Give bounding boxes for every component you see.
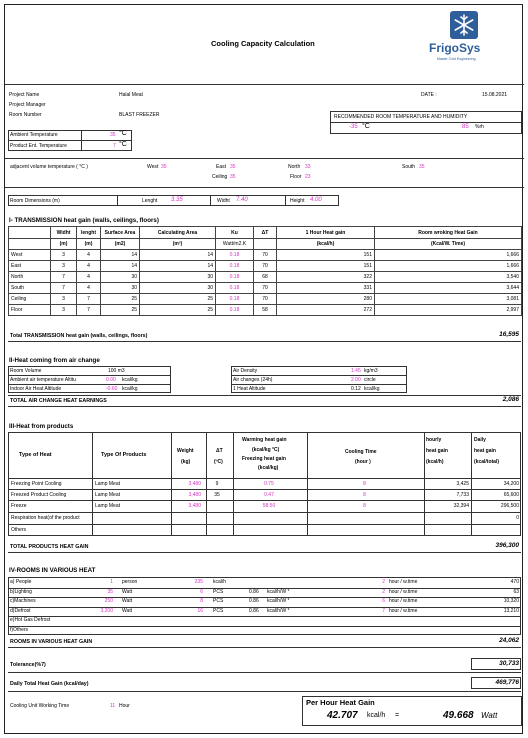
room-cell-label: e)Hot Gas Defrost <box>10 617 51 623</box>
room-cell-hours-unit: hour / w.time <box>389 588 418 595</box>
room-temp-value: -35 <box>349 124 358 130</box>
tolerance-label: Tolerance(%7) <box>10 662 46 668</box>
transmission-cell: 70 <box>254 261 277 272</box>
room-cell-result: 13,210 <box>503 607 519 614</box>
th-room-gain: Room wroking Heat Gain <box>375 227 522 239</box>
unit-surface: (m2) <box>101 239 140 250</box>
product-cell-product: Lamp Meat <box>95 492 121 498</box>
room-cell-result: 10,320 <box>503 598 519 604</box>
transmission-cell: 7 <box>77 294 101 305</box>
product-cell-hourly: 3,425 <box>456 481 469 487</box>
adjacent-floor-value: 23 <box>305 174 311 180</box>
heat-altitude-value: 0.12 <box>351 386 361 392</box>
transmission-cell: 0.18 <box>216 250 254 261</box>
transmission-cell: 0.18 <box>216 261 254 272</box>
room-volume-label: Room Volume <box>10 368 42 374</box>
product-cell-weight: 3,480 <box>188 503 201 509</box>
air-changes-value: 2.00 <box>351 377 361 383</box>
room-temp-unit: °C <box>362 123 370 130</box>
room-cell-hours-unit: hour / w.time <box>389 598 418 604</box>
room-cell-val-unit: PCS <box>213 607 224 614</box>
transmission-row <box>9 261 522 272</box>
humidity-unit: %rh <box>475 124 484 130</box>
dimensions-label: Room Dimensions (m) <box>10 198 60 204</box>
transmission-cell: 30 <box>140 283 216 294</box>
product-cell-time: 8 <box>363 503 366 509</box>
transmission-row <box>9 294 522 305</box>
working-time-label: Cooling Unit Working Time <box>10 703 70 709</box>
room-cell-qty: 35 <box>107 588 113 595</box>
unit-room-gain: (Kcal/W. Time) <box>375 239 522 250</box>
th-hourly: hourly <box>426 437 442 443</box>
transmission-cell: 1,666 <box>375 261 522 272</box>
th-cooling-time: Cooling Time <box>345 449 377 455</box>
per-hour-title: Per Hour Heat Gain <box>306 698 375 707</box>
product-cell-daily: 65,600 <box>503 492 519 498</box>
transmission-cell: 280 <box>277 294 375 305</box>
th-length: lenght <box>77 227 101 239</box>
transmission-cell: 7 <box>77 305 101 316</box>
cooling-capacity-sheet <box>4 4 523 734</box>
rooms-total-value: 24,062 <box>499 637 519 644</box>
air-change-title: II-Heat coming from air change <box>9 357 100 364</box>
product-cell-type: Freezing Point Cooling <box>11 481 62 487</box>
room-cell-hours: 2 <box>382 588 385 595</box>
unit-ku: Watt/m2.K <box>216 239 254 250</box>
indoor-air-label: Indoor Air Heat Altitude <box>10 386 62 392</box>
air-density-label: Air Density <box>233 368 258 374</box>
product-cell-daily: 34,200 <box>503 481 519 487</box>
th-delta-t: ΔT <box>216 448 223 454</box>
transmission-row <box>9 305 522 316</box>
room-cell-unit: Watt <box>122 607 133 614</box>
product-ent-unit: °C <box>119 141 127 148</box>
transmission-cell: 7 <box>51 272 77 283</box>
unit-hour-gain: (kcal/h) <box>277 239 375 250</box>
th-daily-2: heat gain <box>474 448 496 454</box>
indoor-air-value: -0.60 <box>106 386 118 392</box>
ambient-value: 35 <box>110 132 116 138</box>
height-label: Height <box>290 198 305 204</box>
adjacent-east-label: East <box>216 164 227 170</box>
product-cell-daily: 0 <box>516 515 519 521</box>
th-cooling-time-unit: (hour ) <box>355 459 371 465</box>
th-freezing-unit: (kcal/kg) <box>258 465 279 471</box>
room-cell-hours: 7 <box>382 607 385 614</box>
room-number-value: BLAST FREEZER <box>119 112 160 118</box>
products-title: III-Heat from products <box>9 423 74 430</box>
transmission-cell: 0.18 <box>216 272 254 283</box>
transmission-cell: 70 <box>254 250 277 261</box>
room-cell-result: 470 <box>510 579 519 585</box>
room-cell-factor: 0.86 <box>249 588 259 595</box>
adjacent-west-value: 35 <box>161 164 167 170</box>
adjacent-floor-label: Floor <box>290 174 302 180</box>
humidity-value: 85 <box>462 124 469 130</box>
transmission-cell: 3 <box>51 261 77 272</box>
air-changes-unit: circle <box>364 377 376 383</box>
transmission-cell: 30 <box>140 272 216 283</box>
transmission-cell: 25 <box>101 305 140 316</box>
th-warming-unit: (kcal/kg °C) <box>252 447 280 453</box>
th-type-heat: Type of Heat <box>19 452 52 458</box>
transmission-cell: 4 <box>77 261 101 272</box>
room-cell-factor-unit: kcal/h/W * <box>267 598 290 604</box>
th-weight-unit: (kg) <box>181 459 191 465</box>
th-type-products: Type Of Products <box>101 452 147 458</box>
room-cell-qty: 3,200 <box>100 607 113 614</box>
unit-length: (m) <box>77 239 101 250</box>
room-cell-val-unit: PCS <box>213 598 224 604</box>
transmission-cell: 0.18 <box>216 305 254 316</box>
transmission-cell: 4 <box>77 272 101 283</box>
air-density-unit: kg/m3 <box>364 368 378 374</box>
room-cell-unit: Watt <box>122 598 133 604</box>
products-total-label: TOTAL PRODUCTS HEAT GAIN <box>10 544 89 550</box>
adjacent-ceiling-label: Ceiling <box>212 174 228 180</box>
ambient-label: Ambient Temperature <box>10 132 58 138</box>
rooms-title: IV-ROOMS IN VARIOUS HEAT <box>9 567 96 574</box>
room-cell-val: 8 <box>200 598 203 604</box>
kcal-value: 42.707 <box>327 710 358 721</box>
transmission-cell: 70 <box>254 283 277 294</box>
room-cell-hours-unit: hour / w.time <box>389 607 418 614</box>
product-ent-value: 7 <box>113 143 116 149</box>
transmission-cell: 151 <box>277 250 375 261</box>
adjacent-south-value: 35 <box>419 164 425 170</box>
kcal-unit: kcal/h <box>367 712 386 719</box>
transmission-cell: 2,997 <box>375 305 522 316</box>
transmission-cell: 68 <box>254 272 277 283</box>
transmission-cell: 1,666 <box>375 250 522 261</box>
th-weight: Weight <box>177 448 194 454</box>
room-cell-val: 6 <box>200 588 203 595</box>
transmission-cell: 14 <box>140 250 216 261</box>
product-cell-weight: 3,480 <box>188 492 201 498</box>
brand-logo-text: FrigoSys <box>429 41 481 55</box>
rooms-total-label: ROOMS IN VARIOUS HEAT GAIN <box>10 639 93 645</box>
heat-altitude-label: 1 Heat Altitude <box>233 386 266 392</box>
adjacent-east-value: 35 <box>230 164 236 170</box>
transmission-cell: 4 <box>77 250 101 261</box>
ambient-air-unit: kcal/kg <box>122 377 138 383</box>
th-freezing: Freezing heat gain <box>242 456 286 462</box>
room-cell-factor-unit: kcal/h/W * <box>267 588 290 595</box>
transmission-cell: 58 <box>254 305 277 316</box>
width-value: 7.40 <box>236 197 248 203</box>
height-value: 4.00 <box>310 197 322 203</box>
equals-sign: = <box>395 712 400 719</box>
th-ku: Ku <box>216 227 254 239</box>
room-cell-hours-unit: hour / w.time <box>389 579 418 585</box>
transmission-cell: 25 <box>140 305 216 316</box>
adjacent-ceiling-value: 35 <box>230 174 236 180</box>
transmission-cell: 7 <box>51 283 77 294</box>
th-surface: Surface Area <box>101 227 140 239</box>
room-cell-hours: 2 <box>382 579 385 585</box>
adjacent-label: adjacent volume temperature ( °C ) <box>10 164 88 170</box>
transmission-cell: 0.18 <box>216 283 254 294</box>
room-cell-label: c)Machines <box>10 598 36 604</box>
tolerance-value: 30,733 <box>499 660 519 667</box>
project-manager-label: Project Manager <box>9 102 46 108</box>
air-changes-label: Air changes (24h) <box>233 377 273 383</box>
ambient-air-label: Ambient air temperature Altitu <box>10 377 76 383</box>
transmission-row <box>9 283 522 294</box>
product-cell-type: Others <box>11 527 27 533</box>
recommended-label: RECOMMENDED ROOM TEMPERATURE AND HUMIDITY <box>334 114 468 120</box>
ambient-air-value: 0.00 <box>106 377 116 383</box>
transmission-cell: 3,540 <box>375 272 522 283</box>
transmission-total-value: 16,595 <box>499 331 519 338</box>
transmission-cell: 14 <box>101 261 140 272</box>
room-cell-label: b)Lighting <box>10 588 32 595</box>
product-cell-type: Freeze <box>11 503 27 509</box>
room-cell-val-unit: PCS <box>213 588 224 595</box>
th-width: Widht <box>51 227 77 239</box>
transmission-cell: West <box>9 250 51 261</box>
transmission-cell: 3 <box>51 305 77 316</box>
air-change-total-value: 2,086 <box>502 396 519 403</box>
working-time-unit: Hour <box>119 703 130 709</box>
transmission-cell: 3,644 <box>375 283 522 294</box>
length-label: Lenght <box>142 198 158 204</box>
transmission-cell: 14 <box>101 250 140 261</box>
th-hourly-unit: (kcal/h) <box>426 459 444 465</box>
adjacent-south-label: South <box>402 164 416 170</box>
th-warming: Warming heat gain <box>242 437 287 443</box>
product-cell-time: 8 <box>363 481 366 487</box>
adjacent-north-label: North <box>288 164 301 170</box>
length-value: 3.35 <box>171 197 183 203</box>
snowflake-icon <box>450 11 478 39</box>
transmission-cell: 25 <box>101 294 140 305</box>
th-daily-unit: (kcal/total) <box>474 459 500 465</box>
indoor-air-unit: kcal/kg <box>122 386 138 392</box>
transmission-cell: 272 <box>277 305 375 316</box>
transmission-cell: 0.18 <box>216 294 254 305</box>
transmission-cell: North <box>9 272 51 283</box>
room-cell-val: 235 <box>194 579 203 585</box>
product-cell-gain: 0.75 <box>264 481 274 487</box>
daily-total-label: Daily Total Heat Gain (kcal/day) <box>10 681 89 687</box>
room-volume-value: 100 m3 <box>108 368 125 374</box>
width-label: Widht <box>217 198 230 204</box>
brand-tagline: Master Cold Engineering <box>437 57 476 61</box>
watt-value: 49.668 <box>443 710 474 721</box>
working-time-value: 11 <box>110 703 116 709</box>
watt-unit: Watt <box>481 711 498 720</box>
unit-calc-area: (m²) <box>140 239 216 250</box>
product-cell-type: Respiration heat(of the product <box>11 515 80 521</box>
room-cell-label: a) People <box>10 579 32 585</box>
transmission-row <box>9 250 522 261</box>
transmission-cell: 3 <box>51 294 77 305</box>
transmission-total-label: Total TRANSMISSION heat gain (walls, ceilings, floors) <box>10 333 148 339</box>
transmission-cell: 3 <box>51 250 77 261</box>
air-change-total-label: TOTAL AIR CHANGE HEAT EARNINGS <box>10 398 107 404</box>
transmission-cell: Floor <box>9 305 51 316</box>
project-name-value: Halal Meat <box>119 92 143 98</box>
adjacent-north-value: 33 <box>305 164 311 170</box>
room-cell-unit: Watt <box>122 588 133 595</box>
th-hourly-2: heat gain <box>426 448 448 454</box>
product-cell-product: Lamp Meat <box>95 481 121 487</box>
room-number-label: Room Number <box>9 112 42 118</box>
room-cell-unit: person <box>122 579 138 585</box>
transmission-cell: 4 <box>77 283 101 294</box>
date-label: DATE : <box>421 92 437 98</box>
products-total-value: 396,300 <box>495 542 519 549</box>
product-cell-hourly: 32,394 <box>453 503 469 509</box>
product-cell-weight: 3,480 <box>188 481 201 487</box>
th-calc-area: Calculating Area <box>140 227 216 239</box>
room-cell-label: d)Defrost <box>10 607 31 614</box>
transmission-cell: East <box>9 261 51 272</box>
product-cell-dt: 9 <box>215 481 219 487</box>
product-cell-gain: 0.47 <box>264 492 274 498</box>
transmission-title: I- TRANSMISSION heat gain (walls, ceilings, floors) <box>9 217 159 224</box>
adjacent-west-label: West <box>147 164 159 170</box>
project-name-label: Project Name <box>9 92 40 98</box>
product-cell-daily: 296,500 <box>500 503 519 509</box>
transmission-cell: 322 <box>277 272 375 283</box>
heat-altitude-unit: kcal/kg <box>364 386 380 392</box>
room-cell-factor: 0.86 <box>249 607 259 614</box>
transmission-cell: 3,081 <box>375 294 522 305</box>
room-cell-factor-unit: kcal/h/W * <box>267 607 290 614</box>
room-cell-qty: 1 <box>110 579 113 585</box>
product-ent-label: Product Ent. Temperature <box>10 143 67 149</box>
room-cell-hours: 6 <box>382 598 385 604</box>
air-density-value: 1.45 <box>351 368 361 374</box>
transmission-row <box>9 272 522 283</box>
room-cell-qty: 250 <box>104 598 113 604</box>
room-cell-result: 63 <box>513 588 519 595</box>
room-cell-factor: 0.86 <box>249 598 259 604</box>
product-cell-product: Lamp Meat <box>95 503 121 509</box>
th-hour-gain: 1 Hour Heat gain <box>277 227 375 239</box>
transmission-cell: 70 <box>254 294 277 305</box>
ambient-unit: °C <box>119 130 127 137</box>
room-cell-val: 16 <box>197 607 203 614</box>
product-cell-gain: 58.50 <box>262 503 276 509</box>
transmission-table <box>8 226 522 316</box>
date-value: 15.08.2021 <box>482 92 508 98</box>
product-cell-time: 8 <box>363 492 366 498</box>
th-daily: Daily <box>474 437 486 443</box>
product-cell-hourly: 7,733 <box>456 492 469 498</box>
sheet-title: Cooling Capacity Calculation <box>211 39 315 48</box>
daily-total-value: 469,776 <box>495 679 519 686</box>
th-delta-t-unit: (ºC) <box>214 459 223 465</box>
room-cell-label: f)Others <box>10 626 29 633</box>
transmission-cell: 30 <box>101 272 140 283</box>
transmission-cell: 331 <box>277 283 375 294</box>
transmission-cell: 30 <box>101 283 140 294</box>
unit-width: (m) <box>51 239 77 250</box>
transmission-cell: South <box>9 283 51 294</box>
product-cell-type: Freezed Product Cooling <box>11 492 67 498</box>
th-dt: ΔT <box>254 227 277 239</box>
product-cell-dt: 35 <box>214 492 220 498</box>
transmission-cell: 14 <box>140 261 216 272</box>
transmission-cell: 25 <box>140 294 216 305</box>
transmission-cell: 151 <box>277 261 375 272</box>
room-cell-val-unit: kcal/h <box>213 579 227 585</box>
transmission-cell: Ceiling <box>9 294 51 305</box>
